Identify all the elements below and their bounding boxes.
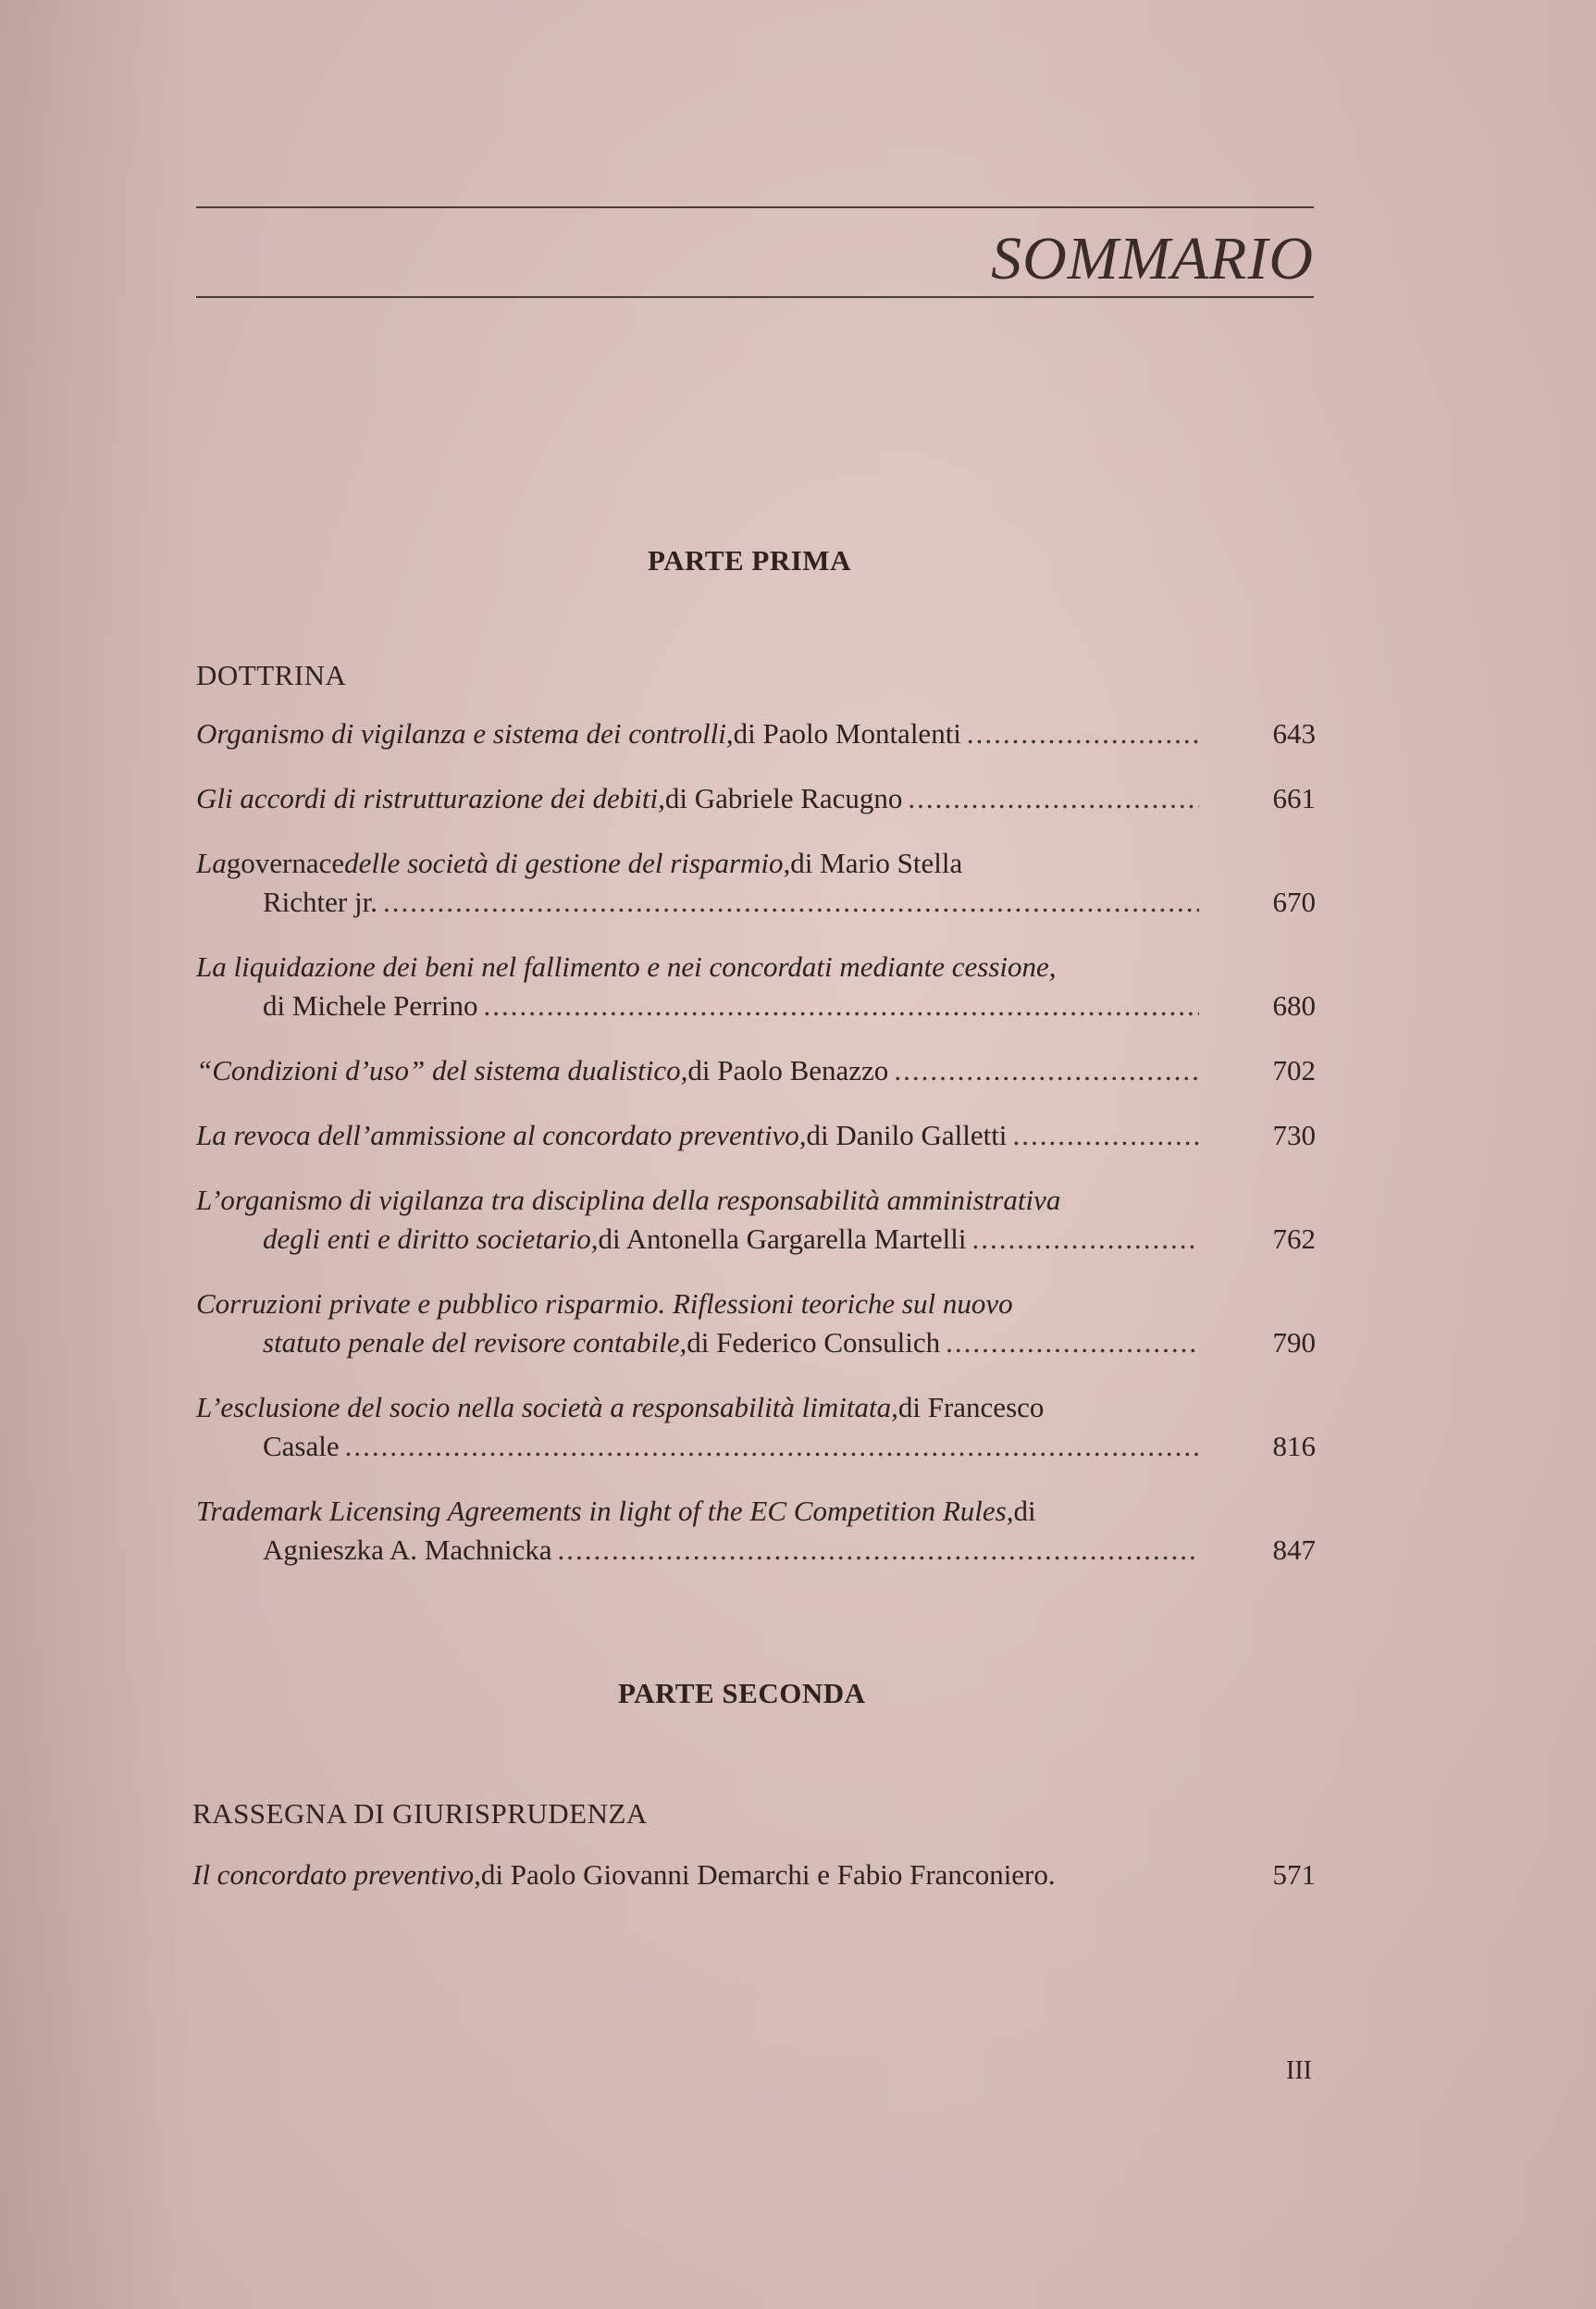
entry-author-text: di Federico Consulich — [687, 1326, 941, 1359]
toc-entry-line — [196, 1051, 1205, 1090]
entry-page-number: 702 — [1272, 1054, 1316, 1086]
dot-leader — [946, 1323, 1199, 1362]
toc-entry — [196, 1388, 1316, 1466]
entry-title-text: Trademark Licensing Agreements in light of the EC Competition Rules, — [196, 1495, 1014, 1527]
entry-author-text: di Mario Stella — [790, 847, 963, 879]
dot-leader — [1012, 1116, 1199, 1155]
toc-entry-line — [196, 1220, 1205, 1259]
entry-title-text: statuto penale del revisore contabile, — [263, 1326, 687, 1359]
entry-title-text: Corruzioni private e pubblico risparmio. Riflessioni teoriche sul nuovo — [196, 1287, 1013, 1320]
toc-entry-line — [196, 1492, 1205, 1531]
entry-title-text: degli enti e diritto societario, — [263, 1223, 599, 1255]
entry-author-text: di Antonella Gargarella Martelli — [598, 1223, 967, 1255]
entry-title-text: L’esclusione del socio nella società a responsabilità limitata, — [196, 1391, 898, 1423]
entry-page-number: 790 — [1272, 1326, 1316, 1359]
entry-page-number: 847 — [1272, 1533, 1316, 1566]
toc-entry-line — [196, 779, 1205, 818]
entry-page-number: 571 — [1272, 1858, 1316, 1891]
toc-entry-line — [196, 1181, 1205, 1220]
folio-number: III — [1286, 2056, 1312, 2085]
top-rule — [196, 206, 1314, 208]
toc-entry — [196, 1116, 1316, 1155]
entry-author-text: Casale — [263, 1430, 340, 1462]
toc-entry — [192, 1856, 1316, 1894]
dot-leader — [967, 714, 1199, 753]
entry-title-text: La liquidazione dei beni nel fallimento e nei concordati mediante cessione, — [196, 950, 1057, 983]
toc-entry — [196, 1051, 1316, 1090]
entry-author-text: di Paolo Montalenti — [733, 717, 961, 750]
entry-page-number: 762 — [1272, 1223, 1316, 1255]
toc-entry-line — [196, 714, 1205, 753]
entry-page-number: 670 — [1272, 886, 1316, 918]
dot-leader — [557, 1531, 1199, 1570]
entry-author-text: di Paolo Benazzo — [687, 1054, 889, 1086]
toc-entry — [196, 948, 1316, 1025]
entry-author-text: Richter jr. — [263, 886, 377, 918]
toc-entry — [196, 714, 1316, 753]
entry-author-text: di Michele Perrino — [263, 989, 478, 1022]
entry-title-text: La — [196, 847, 227, 879]
toc-list-dottrina — [196, 714, 1316, 1595]
toc-entry-line — [196, 1285, 1205, 1323]
dot-leader — [345, 1427, 1199, 1466]
dot-leader — [483, 987, 1199, 1025]
dot-leader — [383, 883, 1199, 922]
toc-list-rassegna — [192, 1856, 1316, 1920]
entry-title-text: Organismo di vigilanza e sistema dei controlli, — [196, 717, 734, 750]
entry-author-text: di — [1013, 1495, 1036, 1527]
toc-entry-line — [192, 1856, 1205, 1894]
entry-author-text: di Danilo Galletti — [806, 1119, 1008, 1151]
entry-author-text: di Francesco — [897, 1391, 1045, 1423]
toc-entry — [196, 1285, 1316, 1362]
toc-entry-line — [196, 1388, 1205, 1427]
toc-entry-line — [196, 883, 1205, 922]
part-heading-prima: PARTE PRIMA — [648, 544, 851, 577]
toc-entry-line — [196, 948, 1205, 987]
entry-author-text: Agnieszka A. Machnicka — [263, 1533, 552, 1566]
toc-entry — [196, 779, 1316, 818]
entry-page-number: 643 — [1272, 717, 1316, 750]
part-heading-seconda: PARTE SECONDA — [618, 1677, 866, 1709]
entry-author-text: di Paolo Giovanni Demarchi e Fabio Franconiero. — [480, 1858, 1056, 1891]
toc-entry-line — [196, 987, 1205, 1025]
entry-page-number: 730 — [1272, 1119, 1316, 1151]
section-heading-rassegna: RASSEGNA DI GIURISPRUDENZA — [192, 1797, 648, 1830]
section-heading-dottrina: DOTTRINA — [196, 659, 347, 691]
page-title: SOMMARIO — [991, 225, 1314, 292]
entry-page-number: 661 — [1272, 782, 1316, 814]
entry-title-text: “Condizioni d’uso” del sistema dualistico, — [196, 1054, 688, 1086]
toc-entry-line — [196, 1116, 1205, 1155]
entry-page-number: 816 — [1272, 1430, 1316, 1462]
entry-title-text: Gli accordi di ristrutturazione dei debiti, — [196, 782, 665, 814]
entry-title-text: Il concordato preventivo, — [192, 1858, 481, 1891]
entry-author-text: governace — [226, 847, 345, 879]
toc-entry — [196, 1492, 1316, 1570]
entry-title-text: L’organismo di vigilanza tra disciplina della responsabilità amministrativa — [196, 1184, 1061, 1216]
entry-page-number: 680 — [1272, 989, 1316, 1022]
dot-leader — [908, 779, 1199, 818]
bottom-rule — [196, 296, 1314, 298]
entry-title-text: La revoca dell’ammissione al concordato preventivo, — [196, 1119, 807, 1151]
dot-leader — [971, 1220, 1199, 1259]
entry-author-text: di Gabriele Racugno — [664, 782, 903, 814]
toc-entry-line — [196, 1323, 1205, 1362]
toc-entry — [196, 844, 1316, 922]
entry-title-text: delle società di gestione del risparmio, — [344, 847, 791, 879]
toc-entry — [196, 1181, 1316, 1259]
toc-entry-line — [196, 844, 1205, 883]
toc-entry-line — [196, 1531, 1205, 1570]
toc-entry-line — [196, 1427, 1205, 1466]
dot-leader — [894, 1051, 1199, 1090]
